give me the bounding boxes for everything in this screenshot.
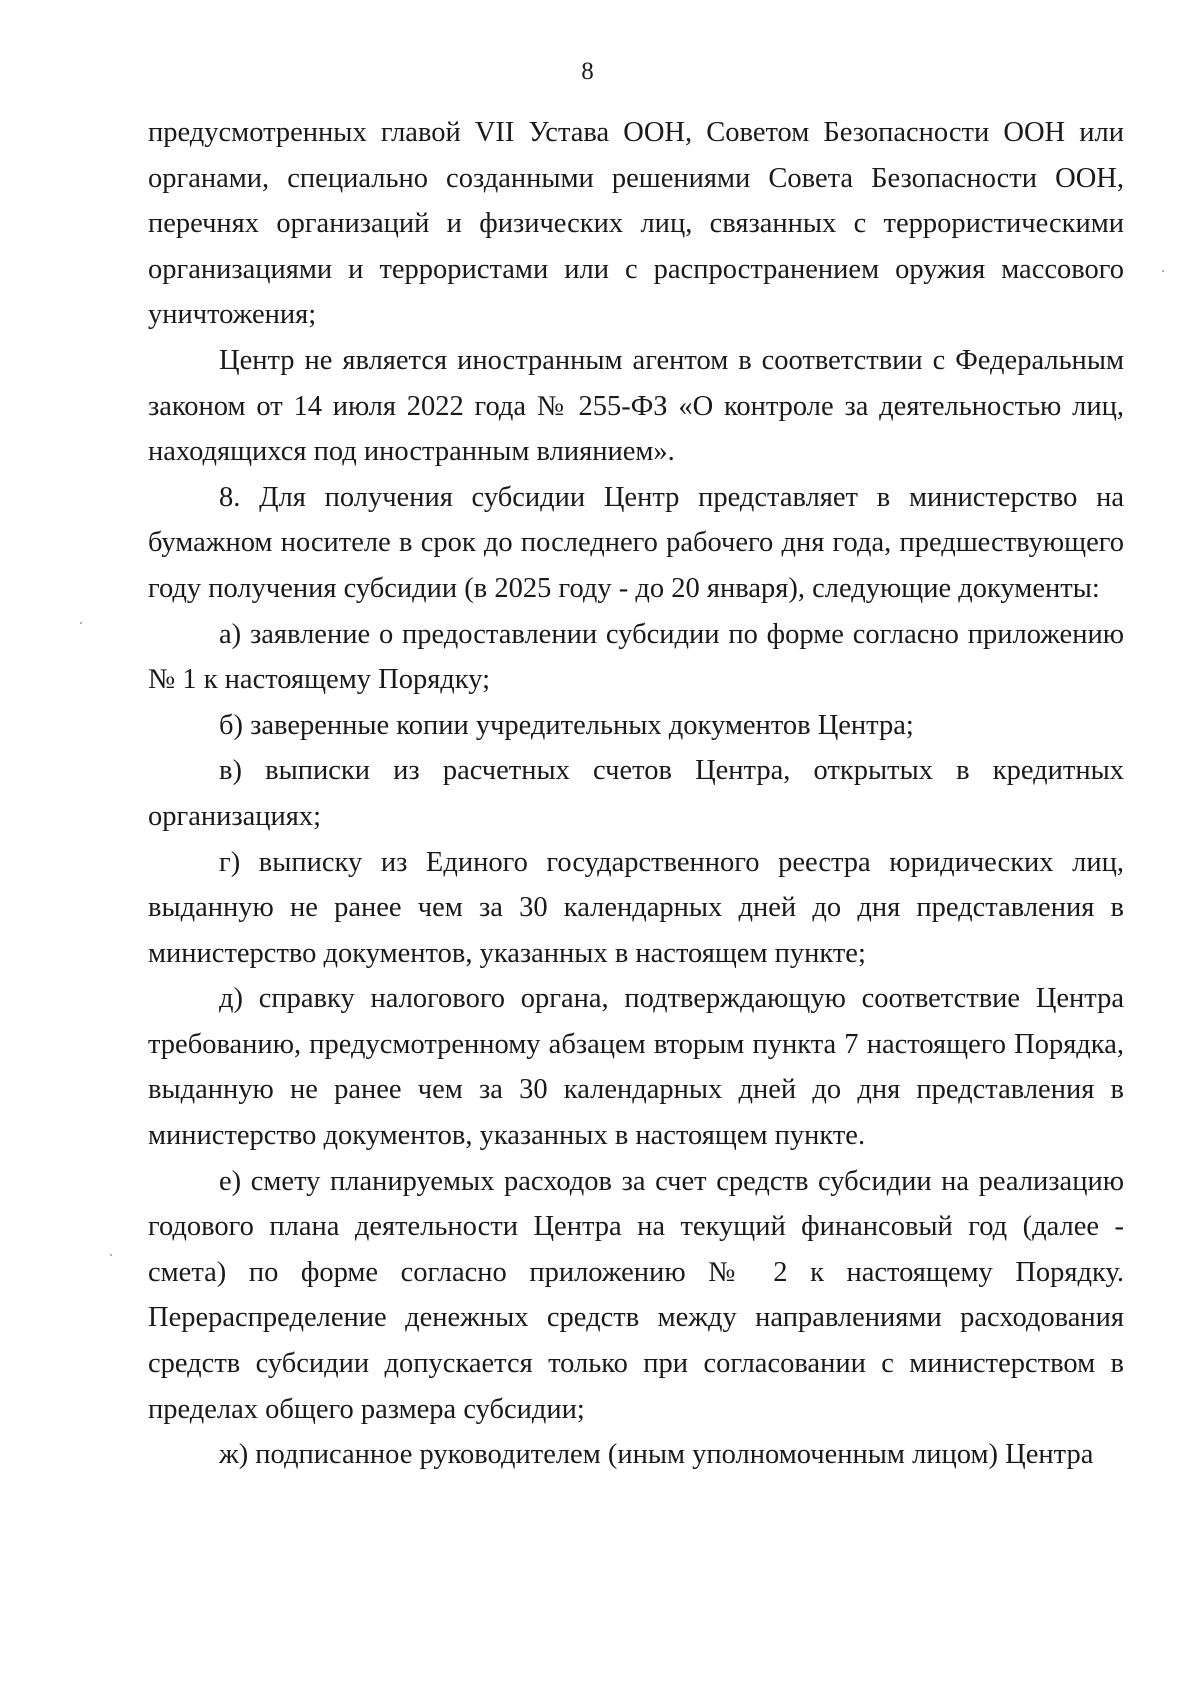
paragraph-subitem-b: б) заверенные копии учредительных документов Центра;	[219, 709, 914, 741]
paragraph-subitem-g: г) выписку из Единого государственного реестра юридических лиц, выданную не ранее чем за 30 календарных дней до дня представления в министерство документов, указанных в настоящем пункте;	[148, 846, 1124, 969]
scan-speck	[110, 1254, 112, 1256]
paragraph-subitem-e: е) смету планируемых расходов за счет средств субсидии на реализацию годового плана деятельности Центра на текущий финансовый год (далее - смета) по форме согласно приложению № 2 к настоящему Порядку. Перераспределение денежных средств между направлениями расходования средств субсидии допускается только при согласовании с министерством в пределах общего размера субсидии;	[148, 1165, 1124, 1425]
document-body	[148, 110, 1124, 1478]
paragraph-item-8: 8. Для получения субсидии Центр представляет в министерство на бумажном носителе в срок до последнего рабочего дня года, предшествующего году получения субсидии (в 2025 году - до 20 января), следующие документы:	[148, 481, 1124, 604]
paragraph-subitem-a: а) заявление о предоставлении субсидии по форме согласно приложению № 1 к настоящему Порядку;	[148, 618, 1124, 696]
scan-speck	[80, 622, 82, 624]
paragraph-subitem-zh: ж) подписанное руководителем (иным уполномоченным лицом) Центра	[219, 1439, 1094, 1471]
paragraph-subitem-v: в) выписки из расчетных счетов Центра, открытых в кредитных организациях;	[148, 755, 1124, 832]
paragraph-foreign-agent: Центр не является иностранным агентом в соответствии с Федеральным законом от 14 июля 2022 года № 255-ФЗ «О контроле за деятельностью лиц, находящихся под иностранным влиянием».	[148, 344, 1124, 468]
scan-speck	[1162, 270, 1164, 272]
paragraph-subitem-d: д) справку налогового органа, подтверждающую соответствие Центра требованию, предусмотренному абзацем вторым пункта 7 настоящего Порядка, выданную не ранее чем за 30 календарных дней до дня представления в министерство документов, указанных в настоящем пункте.	[148, 983, 1124, 1152]
paragraph-continuation: предусмотренных главой VII Устава ООН, Советом Безопасности ООН или органами, специально созданными решениями Совета Безопасности ООН, перечнях организаций и физических лиц, связанных с террористическими организациями и террористами или с распространением оружия массового уничтожения;	[148, 117, 1124, 331]
page-number: 8	[581, 58, 594, 85]
